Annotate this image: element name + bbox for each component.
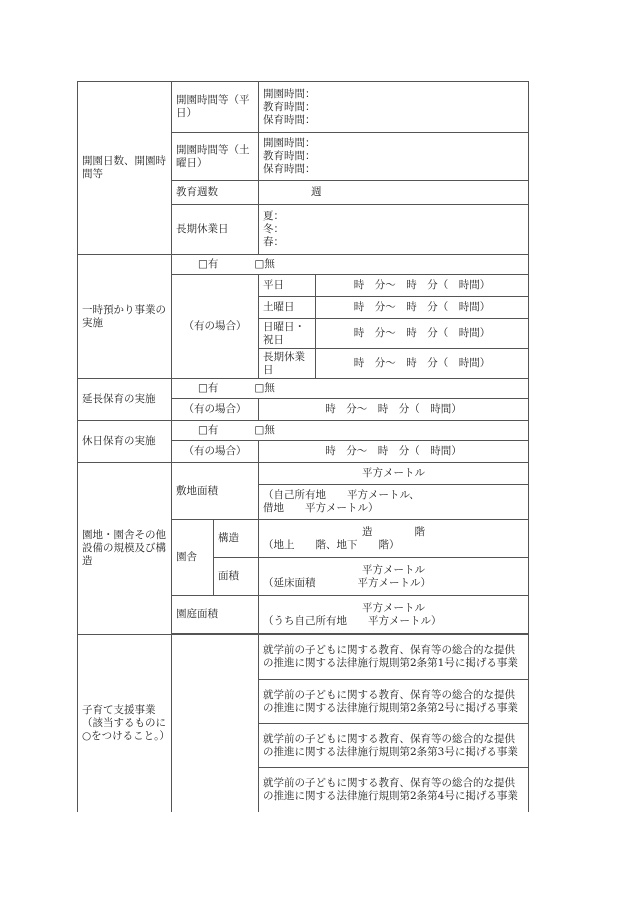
- long-holidays-label: 長期休業日: [172, 205, 259, 255]
- application-form-table: [77, 81, 529, 812]
- support-item: 就学前の子どもに関する教育、保育等の総合的な提供の推進に関する法律施行規則第2条第3号に掲げる事業: [259, 724, 529, 768]
- support-item: 就学前の子どもに関する教育、保育等の総合的な提供の推進に関する法律施行規則第2条第1号に掲げる事業: [259, 635, 529, 680]
- support-item: 就学前の子どもに関する教育、保育等の総合的な提供の推進に関する法律施行規則第2条第4号に掲げる事業: [259, 768, 529, 812]
- temporary-row-label: 日曜日・祝日: [259, 319, 316, 349]
- checkbox-yes[interactable]: □有: [198, 424, 219, 436]
- site-area-label: 敷地面積: [172, 463, 259, 520]
- holiday-care-checkboxes[interactable]: [172, 421, 529, 441]
- extended-care-label: 延長保育の実施: [78, 379, 172, 421]
- weekday-hours-label: 開園時間等（平日）: [172, 82, 259, 133]
- weekday-hours-value[interactable]: 開園時間： 教育時間： 保育時間：: [259, 82, 529, 133]
- building-area-value[interactable]: 平方メートル （延床面積 平方メートル）: [259, 558, 529, 596]
- temporary-row-label: 平日: [259, 275, 316, 297]
- checkbox-no[interactable]: □無: [254, 382, 275, 394]
- temporary-if-yes: （有の場合）: [172, 275, 259, 379]
- support-selection[interactable]: [172, 635, 259, 812]
- garden-area-label: 園庭面積: [172, 596, 259, 634]
- education-weeks-value[interactable]: 週: [259, 181, 529, 205]
- checkbox-yes[interactable]: □有: [198, 382, 219, 394]
- checkbox-yes[interactable]: □有: [198, 258, 219, 270]
- site-area-breakdown[interactable]: （自己所有地 平方メートル、 借地 平方メートル）: [259, 485, 529, 520]
- site-area-value[interactable]: 平方メートル: [259, 463, 529, 485]
- building-area-label: 面積: [214, 558, 259, 596]
- temporary-care-label: 一時預かり事業の実施: [78, 255, 172, 379]
- checkbox-no[interactable]: □無: [254, 424, 275, 436]
- temporary-row-time[interactable]: 時 分〜 時 分（ 時間）: [316, 319, 529, 349]
- temporary-row-time[interactable]: 時 分〜 時 分（ 時間）: [316, 275, 529, 297]
- education-weeks-label: 教育週数: [172, 181, 259, 205]
- saturday-hours-value[interactable]: 開園時間： 教育時間： 保育時間：: [259, 133, 529, 181]
- support-label: 子育て支援事業（該当するものに○をつけること。）: [78, 635, 172, 812]
- extended-if-yes: （有の場合）: [172, 399, 259, 421]
- holiday-if-yes: （有の場合）: [172, 441, 259, 463]
- long-holidays-value[interactable]: 夏： 冬： 春：: [259, 205, 529, 255]
- temporary-row-time[interactable]: 時 分〜 時 分（ 時間）: [316, 297, 529, 319]
- extended-care-checkboxes[interactable]: [172, 379, 529, 399]
- holiday-care-time[interactable]: 時 分〜 時 分（ 時間）: [259, 441, 529, 463]
- temporary-care-checkboxes[interactable]: [172, 255, 529, 275]
- temporary-row-label: 土曜日: [259, 297, 316, 319]
- temporary-row-time[interactable]: 時 分〜 時 分（ 時間）: [316, 349, 529, 379]
- extended-care-time[interactable]: 時 分〜 時 分（ 時間）: [259, 399, 529, 421]
- support-item: 就学前の子どもに関する教育、保育等の総合的な提供の推進に関する法律施行規則第2条第2号に掲げる事業: [259, 680, 529, 724]
- saturday-hours-label: 開園時間等（土曜日）: [172, 133, 259, 181]
- building-structure-label: 構造: [214, 520, 259, 558]
- building-label: 園舎: [172, 520, 214, 596]
- building-structure-value[interactable]: 造 階 （地上 階、地下 階）: [259, 520, 529, 558]
- holiday-care-label: 休日保育の実施: [78, 421, 172, 463]
- facilities-label: 園地・園舎その他設備の規模及び構造: [78, 463, 172, 635]
- checkbox-no[interactable]: □無: [254, 258, 275, 270]
- hours-label: 開園日数、開園時間等: [78, 82, 172, 255]
- temporary-row-label: 長期休業日: [259, 349, 316, 379]
- garden-area-value[interactable]: 平方メートル （うち自己所有地 平方メートル）: [259, 596, 529, 634]
